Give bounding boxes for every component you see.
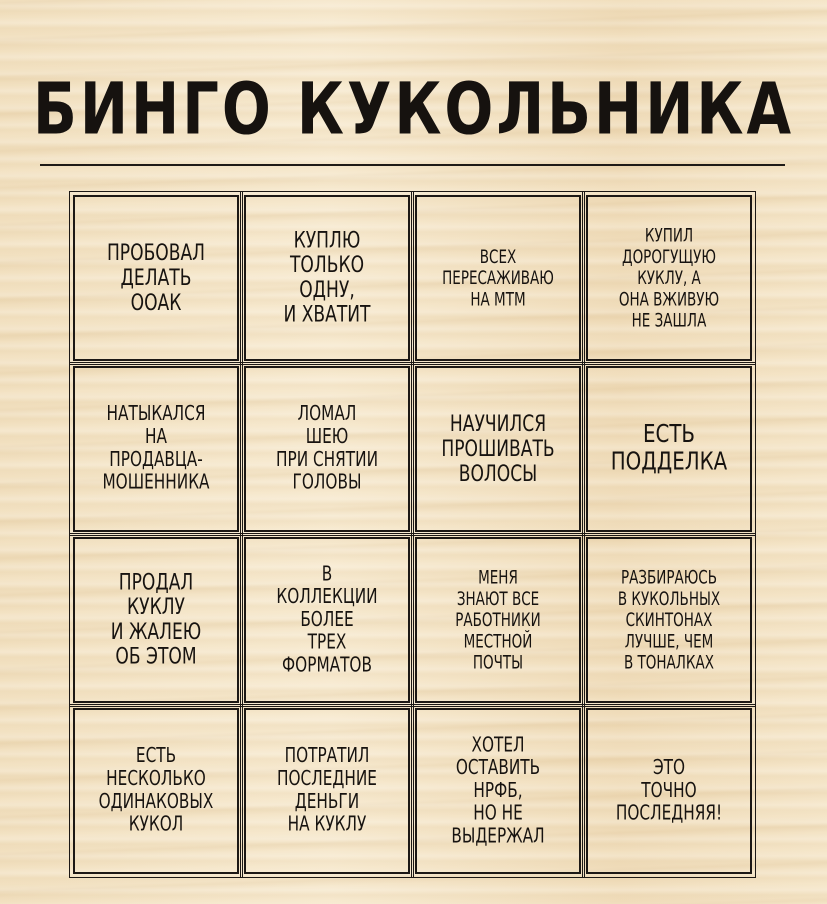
bingo-cell[interactable] [73,708,239,874]
bingo-cell-text: НАТЫКАЛСЯ НА ПРОДАВЦА- МОШЕННИКА [102,402,210,495]
bingo-cell[interactable] [415,195,581,361]
bingo-cell[interactable] [586,195,752,361]
bingo-cell-text: ХОТЕЛ ОСТАВИТЬ НРФБ, НО НЕ ВЫДЕРЖАЛ [451,732,545,848]
bingo-cell-text: ЛОМАЛ ШЕЮ ПРИ СНЯТИИ ГОЛОВЫ [275,402,379,495]
bingo-cell[interactable] [415,537,581,703]
bingo-cell[interactable] [73,537,239,703]
bingo-cell-text: В КОЛЛЕКЦИИ БОЛЕЕ ТРЕХ ФОРМАТОВ [276,561,378,677]
bingo-cell-text: МЕНЯ ЗНАЮТ ВСЕ РАБОТНИКИ МЕСТНОЙ ПОЧТЫ [455,565,541,674]
bingo-cell-text: КУПЛЮ ТОЛЬКО ОДНУ, И ХВАТИТ [283,227,371,328]
bingo-cell[interactable] [73,366,239,532]
bingo-cell-text: ВСЕХ ПЕРЕСАЖИВАЮ НА МТМ [442,244,554,310]
bingo-title: БИНГО КУКОЛЬНИКА [32,68,795,152]
bingo-cell-text: КУПИЛ ДОРОГУЩУЮ КУКЛУ, А ОНА ВЖИВУЮ НЕ ЗАШЛА [618,223,720,332]
bingo-cell[interactable] [73,195,239,361]
bingo-cell[interactable] [244,708,410,874]
bingo-cell-text: ПРОБОВАЛ ДЕЛАТЬ ООАК [106,239,206,316]
bingo-cell-text: ПОТРАТИЛ ПОСЛЕДНИЕ ДЕНЬГИ НА КУКЛУ [277,744,377,837]
bingo-grid [73,195,753,875]
bingo-cell[interactable] [586,708,752,874]
bingo-cell-text: ПРОДАЛ КУКЛУ И ЖАЛЕЮ ОБ ЭТОМ [110,569,202,670]
title-underline [40,164,785,166]
bingo-cell-text: РАЗБИРАЮСЬ В КУКОЛЬНЫХ СКИНТОНАХ ЛУЧШЕ, ЧЕМ В ТОНАЛКАХ [617,565,721,674]
bingo-cell[interactable] [244,195,410,361]
bingo-cell-text: НАУЧИЛСЯ ПРОШИВАТЬ ВОЛОСЫ [441,410,555,487]
bingo-cell[interactable] [244,537,410,703]
bingo-cell[interactable] [415,708,581,874]
bingo-cell[interactable] [244,366,410,532]
bingo-cell[interactable] [586,537,752,703]
bingo-cell[interactable] [586,366,752,532]
bingo-cell-text: ЕСТЬ ПОДДЕЛКА [610,420,728,477]
bingo-cell[interactable] [415,366,581,532]
bingo-cell-text: ЕСТЬ НЕСКОЛЬКО ОДИНАКОВЫХ КУКОЛ [98,744,214,837]
bingo-cell-text: ЭТО ТОЧНО ПОСЛЕДНЯЯ! [615,755,723,826]
